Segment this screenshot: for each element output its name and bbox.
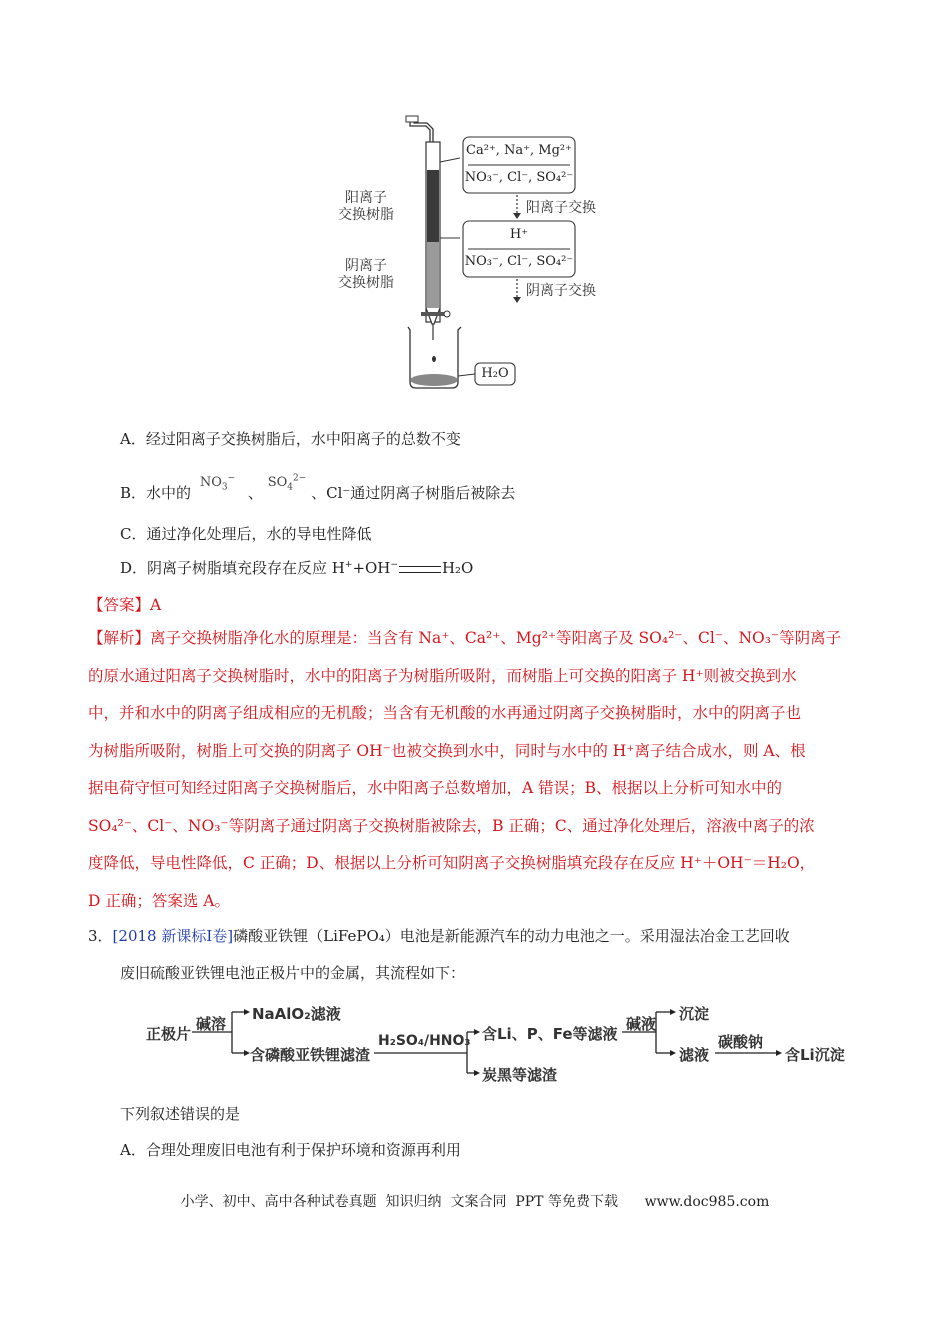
flow-filtrate2: 滤液 — [679, 1046, 710, 1064]
analysis-line: 据电荷守恒可知经过阳离子交换树脂后，水中阳离子总数增加，A 错误；B、根据以上分析可知水中的 — [88, 779, 783, 797]
sulfate-charge: 2− — [293, 473, 307, 484]
flow-precipitate: 沉淀 — [679, 1005, 710, 1023]
option-b-prefix: B．水中的 — [120, 484, 192, 502]
analysis — [88, 620, 864, 920]
flow-alkali-dissolve: 碱溶 — [196, 1015, 227, 1033]
analysis-line: 【解析】离子交换树脂净化水的原理是：当含有 Na⁺、Ca²⁺、Mg²⁺等阳离子及 SO₄²⁻、Cl⁻、NO₃⁻等阴离子 — [88, 629, 842, 647]
anion-resin-label-line1: 阴离子 — [345, 258, 387, 274]
nitrate-charge: − — [227, 473, 236, 484]
ion-exchange-figure — [330, 112, 620, 397]
step-cation-exchange: 阳离子交换 — [526, 200, 596, 216]
analysis-line: 的原水通过阳离子交换树脂时，水中的阳离子为树脂所吸附，而树脂上可交换的阳离子 H⁺则被交换到水 — [88, 666, 797, 685]
flow-sodium-carbonate: 碳酸钠 — [718, 1033, 764, 1051]
process-flowchart — [140, 995, 860, 1085]
box1-cations: Ca²⁺, Na⁺, Mg²⁺ — [466, 143, 572, 158]
flow-lifepo4-residue: 含磷酸亚铁锂滤渣 — [250, 1046, 371, 1064]
analysis-line: 中，并和水中的阴离子组成相应的无机酸；当含有无机酸的水再通过阴离子交换树脂时，水中的阴离子也 — [88, 704, 802, 722]
step-anion-exchange: 阴离子交换 — [526, 283, 596, 299]
option-d-hydroxide: +OH — [352, 559, 391, 577]
flow-alkali-solution: 碱液 — [626, 1015, 657, 1033]
answer-label: 【答案】A — [88, 596, 162, 614]
box1-anions: NO₃⁻, Cl⁻, SO₄²⁻ — [464, 170, 574, 185]
flow-li-precipitate: 含Li沉淀 — [785, 1046, 845, 1064]
option-b-separator: 、 — [247, 484, 263, 502]
question-3-option-a: A．合理处理废旧电池有利于保护环境和资源再利用 — [120, 1141, 461, 1159]
anion-resin-label — [338, 258, 394, 292]
flow-acid: H₂SO₄/HNO₃ — [378, 1033, 471, 1049]
nitrate-subscript: 3 — [221, 482, 228, 493]
flow-carbon-residue: 炭黑等滤渣 — [482, 1066, 558, 1084]
option-d: D．阴离子树脂填充段存在反应 H++OH− H₂O — [120, 559, 474, 577]
page-footer: 小学、初中、高中各种试卷真题 知识归纳 文案合同 PPT 等免费下载 www.doc985.com — [180, 1194, 770, 1210]
analysis-line: 为树脂所吸附，树脂上可交换的阴离子 OH⁻也被交换到水中，同时与水中的 H⁺离子结合成水，则 A、根 — [88, 741, 806, 760]
question-source: [2018 新课标Ⅰ卷] — [112, 927, 234, 945]
cation-resin-label — [338, 190, 394, 224]
flow-li-p-fe-filtrate: 含Li、P、Fe等滤液 — [482, 1025, 618, 1043]
anion-resin-label-line2: 交换树脂 — [338, 275, 394, 291]
box2-cations: H⁺ — [509, 227, 529, 242]
option-c: C．通过净化处理后，水的导电性降低 — [120, 525, 372, 543]
flow-positive-plate: 正极片 — [146, 1025, 192, 1043]
question-text-line1: 磷酸亚铁锂（LiFePO₄）电池是新能源汽车的动力电池之一。采用湿法冶金工艺回收 — [233, 927, 790, 945]
option-d-product: H₂O — [441, 559, 474, 577]
box2-anions: NO₃⁻, Cl⁻, SO₄²⁻ — [464, 254, 574, 269]
option-d-prefix: D．阴离子树脂填充段存在反应 H — [120, 559, 345, 577]
cation-resin-label-line2: 交换树脂 — [338, 207, 394, 223]
water-label: H₂O — [481, 366, 509, 381]
question-3-prompt: 下列叙述错误的是 — [120, 1105, 241, 1123]
sulfate-subscript: 4 — [287, 482, 294, 493]
question-number: 3． — [88, 927, 113, 945]
cation-resin-label-line1: 阳离子 — [345, 190, 387, 206]
nitrate-symbol: NO — [199, 475, 222, 490]
analysis-line: SO₄²⁻、Cl⁻、NO₃⁻等阴离子通过阴离子交换树脂被除去，B 正确；C、通过净化处理后，溶液中离子的浓 — [88, 816, 815, 835]
option-b-suffix: 、Cl⁻通过阴离子树脂后被除去 — [311, 484, 516, 502]
nitrate-formula — [199, 473, 236, 493]
analysis-line: 度降低，导电性降低，C 正确；D、根据以上分析可知阴离子交换树脂填充段存在反应 H⁺＋OH⁻＝H₂O， — [88, 854, 816, 872]
analysis-line: D 正确；答案选 A。 — [88, 891, 230, 910]
sulfate-formula — [267, 473, 307, 493]
sulfate-symbol: SO — [267, 475, 288, 490]
question-3-line2: 废旧硫酸亚铁锂电池正极片中的金属，其流程如下： — [120, 964, 466, 982]
flow-naalo2-filtrate: NaAlO₂滤液 — [252, 1005, 341, 1023]
option-b — [120, 473, 516, 505]
equals-sign — [399, 566, 441, 573]
question-3-line1 — [88, 925, 790, 946]
option-a: A．经过阳离子交换树脂后，水中阳离子的总数不变 — [120, 430, 461, 448]
